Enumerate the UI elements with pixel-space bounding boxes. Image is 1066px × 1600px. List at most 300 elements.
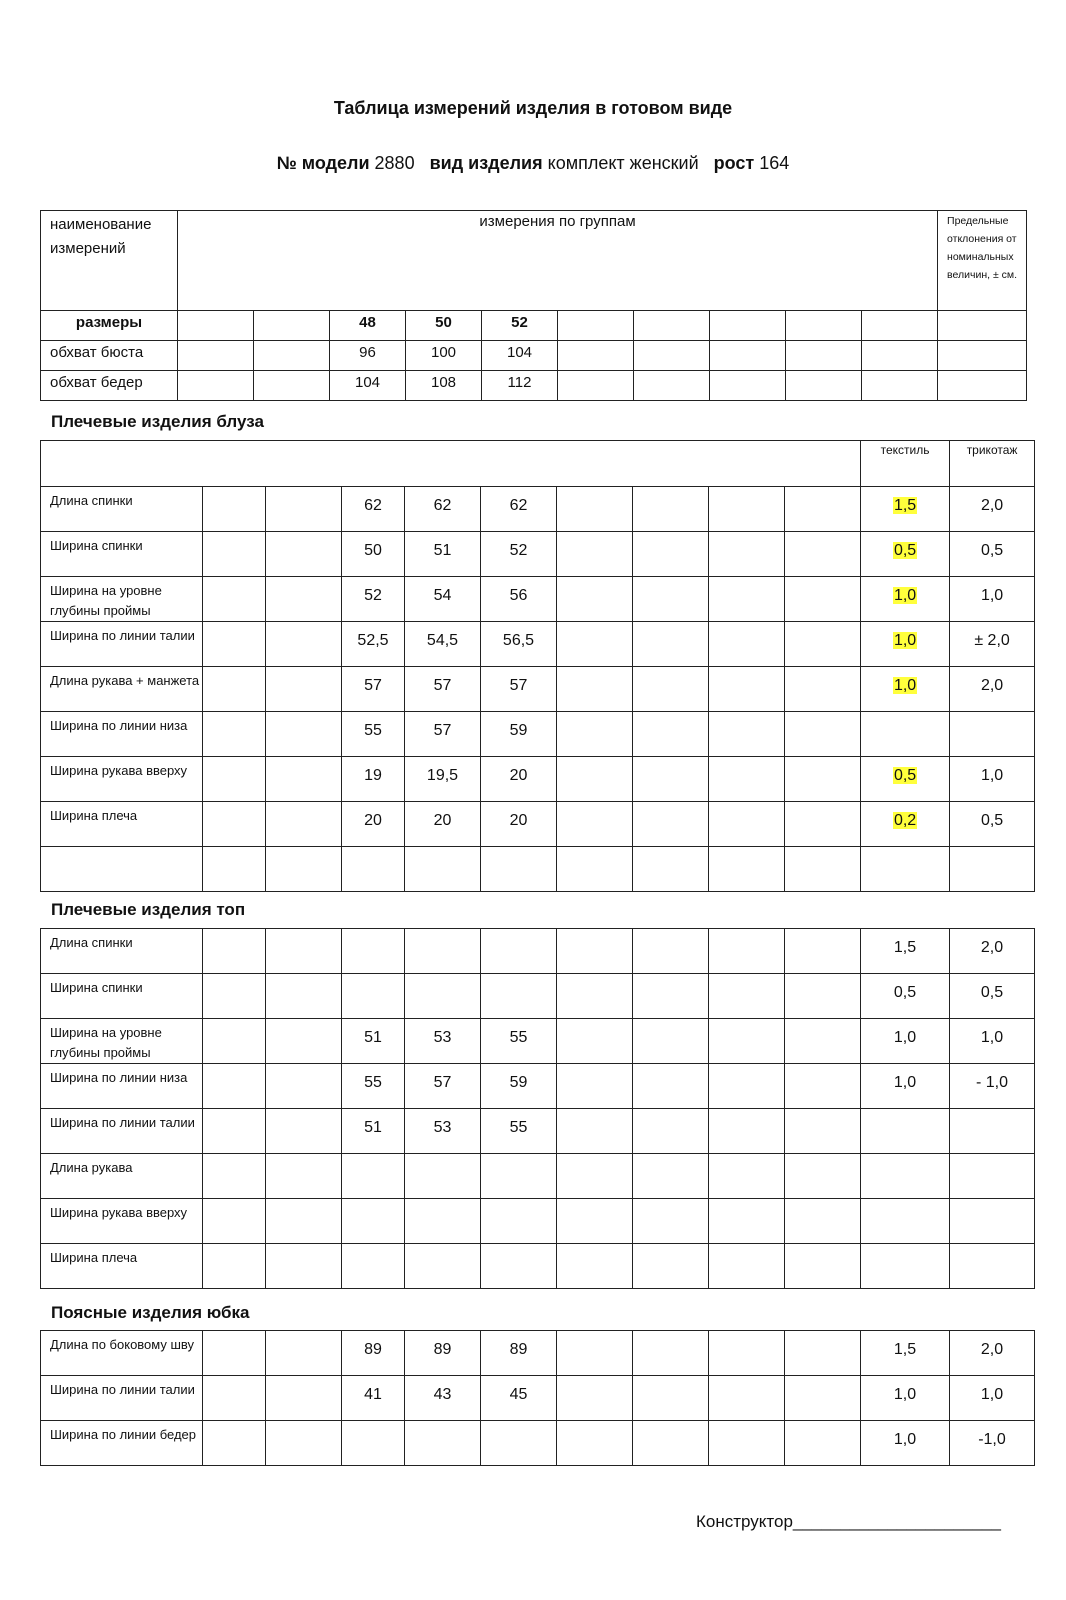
measurement-value: [785, 667, 861, 712]
knit-tolerance: 2,0: [950, 667, 1035, 712]
sizes-cell: [634, 311, 710, 341]
measurement-label: Ширина по линии низа: [41, 1064, 203, 1109]
measurement-value: [203, 487, 266, 532]
measurement-value: 50: [342, 532, 405, 577]
sizes-cell: 104: [482, 341, 558, 371]
measurement-value: 52,5: [342, 622, 405, 667]
measurement-value: [266, 1064, 342, 1109]
textile-tolerance: [861, 847, 950, 892]
measurement-value: [266, 1376, 342, 1421]
measurement-value: [709, 1244, 785, 1289]
measurement-value: [633, 712, 709, 757]
measurement-value: [266, 974, 342, 1019]
sizes-cell: [938, 311, 1027, 341]
measurement-value: [203, 712, 266, 757]
constructor-signature: Конструктор______________________: [696, 1512, 1001, 1531]
measurement-label: Длина спинки: [41, 487, 203, 532]
measurement-value: [405, 974, 481, 1019]
sizes-cell: [786, 311, 862, 341]
kind-value: комплект женский: [547, 153, 699, 173]
measurement-label: Длина рукава: [41, 1154, 203, 1199]
sizes-cell: [710, 341, 786, 371]
textile-tolerance-value: 0,5: [893, 542, 917, 559]
measurement-row: [41, 1244, 1035, 1289]
top-table: [40, 928, 1035, 1289]
measurement-row: [41, 1376, 1035, 1421]
measurement-value: [785, 1109, 861, 1154]
measurement-value: 20: [481, 802, 557, 847]
measurement-value: [405, 1421, 481, 1466]
measurement-value: 19,5: [405, 757, 481, 802]
measurement-value: [266, 802, 342, 847]
measurement-value: [709, 1376, 785, 1421]
textile-tolerance-value: 0,5: [893, 984, 917, 1001]
measurement-value: [557, 757, 633, 802]
sizes-table: [40, 210, 1027, 401]
measurement-value: 20: [405, 802, 481, 847]
sizes-cell: [786, 371, 862, 401]
textile-tolerance: [861, 487, 950, 532]
knit-tolerance: 0,5: [950, 802, 1035, 847]
header-name-cell: [41, 211, 178, 311]
measurement-row: [41, 1064, 1035, 1109]
sizes-cell: 100: [406, 341, 482, 371]
measurement-row: [41, 532, 1035, 577]
textile-tolerance: [861, 1064, 950, 1109]
textile-tolerance: [861, 1244, 950, 1289]
knit-tolerance: 2,0: [950, 487, 1035, 532]
measurement-value: [557, 1244, 633, 1289]
measurement-value: 19: [342, 757, 405, 802]
measurement-value: [203, 667, 266, 712]
measurement-value: 54,5: [405, 622, 481, 667]
measurement-value: [203, 622, 266, 667]
measurement-value: [203, 1376, 266, 1421]
measurement-value: [266, 577, 342, 622]
measurement-value: [266, 929, 342, 974]
measurement-label: Ширина по линии низа: [41, 712, 203, 757]
measurement-value: 51: [342, 1019, 405, 1064]
sizes-cell: [786, 341, 862, 371]
textile-tolerance: [861, 532, 950, 577]
measurement-value: [709, 847, 785, 892]
measurement-value: 52: [481, 532, 557, 577]
measurement-value: [709, 1064, 785, 1109]
measurement-value: [709, 487, 785, 532]
knit-tolerance: 0,5: [950, 974, 1035, 1019]
measurement-value: [633, 577, 709, 622]
measurement-value: 59: [481, 1064, 557, 1109]
sizes-row: [41, 311, 1027, 341]
textile-tolerance-value: 1,0: [893, 677, 917, 694]
textile-tolerance: [861, 757, 950, 802]
textile-tolerance-value: 1,0: [893, 1029, 917, 1046]
measurement-label: Ширина по линии талии: [41, 622, 203, 667]
header-tolerance-label: Предельные отклонения от номинальных величин, ± см.: [947, 215, 1018, 281]
measurement-row: [41, 802, 1035, 847]
knit-tolerance: 2,0: [950, 1331, 1035, 1376]
measurement-label: Длина рукава + манжета: [41, 667, 203, 712]
measurement-row: [41, 1019, 1035, 1064]
model-label: № модели: [276, 153, 370, 173]
textile-tolerance: [861, 929, 950, 974]
measurement-value: [709, 1019, 785, 1064]
sizes-cell: [938, 371, 1027, 401]
measurement-value: [709, 802, 785, 847]
section-title-blouse: Плечевые изделия блуза: [51, 412, 264, 431]
sizes-cell: [710, 371, 786, 401]
sizes-cell: [710, 311, 786, 341]
measurement-value: [633, 974, 709, 1019]
measurement-value: [633, 802, 709, 847]
sizes-cell: 104: [330, 371, 406, 401]
measurement-value: [557, 1376, 633, 1421]
blouse-table: [40, 440, 1035, 892]
measurement-row: [41, 1199, 1035, 1244]
measurement-value: [203, 1331, 266, 1376]
measurement-value: [709, 1154, 785, 1199]
measurement-value: [633, 1244, 709, 1289]
sizes-cell: [558, 311, 634, 341]
measurement-value: 89: [481, 1331, 557, 1376]
sizes-cell: [178, 311, 254, 341]
measurement-value: 62: [481, 487, 557, 532]
knit-header: [950, 441, 1035, 487]
sizes-cell: [634, 341, 710, 371]
textile-tolerance: [861, 667, 950, 712]
measurement-row: [41, 974, 1035, 1019]
measurement-value: [709, 667, 785, 712]
measurement-label: Ширина спинки: [41, 974, 203, 1019]
measurement-value: [557, 1064, 633, 1109]
textile-tolerance-value: 0,5: [893, 767, 917, 784]
knit-tolerance: 1,0: [950, 757, 1035, 802]
textile-tolerance-value: 1,5: [893, 939, 917, 956]
measurement-value: [266, 1199, 342, 1244]
measurement-row: [41, 712, 1035, 757]
measurement-value: [709, 974, 785, 1019]
measurement-value: [342, 1244, 405, 1289]
knit-tolerance: 1,0: [950, 1376, 1035, 1421]
measurement-value: [709, 757, 785, 802]
measurement-value: 55: [342, 1064, 405, 1109]
measurement-value: [266, 1331, 342, 1376]
measurement-label: Длина спинки: [41, 929, 203, 974]
measurement-label: Ширина рукава вверху: [41, 1199, 203, 1244]
textile-tolerance: [861, 974, 950, 1019]
sizes-row-label: обхват бюста: [41, 341, 178, 371]
measurement-label: Длина по боковому шву: [41, 1331, 203, 1376]
sizes-row: [41, 341, 1027, 371]
sizes-cell: 48: [330, 311, 406, 341]
measurement-value: [709, 929, 785, 974]
measurement-value: [557, 487, 633, 532]
knit-tolerance: 1,0: [950, 1019, 1035, 1064]
sizes-cell: [254, 341, 330, 371]
textile-tolerance: [861, 622, 950, 667]
measurement-value: [785, 1064, 861, 1109]
knit-tolerance: - 1,0: [950, 1064, 1035, 1109]
measurement-value: [557, 929, 633, 974]
sizes-cell: [558, 341, 634, 371]
textile-tolerance: [861, 577, 950, 622]
measurement-value: [633, 847, 709, 892]
measurement-label: Ширина на уровне глубины проймы: [41, 1019, 203, 1064]
measurement-value: [785, 1331, 861, 1376]
measurement-value: 57: [405, 712, 481, 757]
textile-tolerance-value: 1,0: [893, 1074, 917, 1091]
measurement-value: 53: [405, 1109, 481, 1154]
knit-tolerance: [950, 1199, 1035, 1244]
measurement-value: [785, 929, 861, 974]
measurement-value: [266, 1421, 342, 1466]
textile-tolerance: [861, 1421, 950, 1466]
measurement-value: 41: [342, 1376, 405, 1421]
blouse-header-blank: [41, 441, 861, 487]
measurement-value: [785, 1154, 861, 1199]
measurement-value: [785, 532, 861, 577]
knit-tolerance: -1,0: [950, 1421, 1035, 1466]
measurement-value: [557, 1019, 633, 1064]
measurement-value: [342, 974, 405, 1019]
measurement-value: [709, 577, 785, 622]
knit-tolerance: [950, 1109, 1035, 1154]
measurement-value: [557, 577, 633, 622]
measurement-value: [557, 667, 633, 712]
measurement-value: 57: [342, 667, 405, 712]
measurement-value: [266, 532, 342, 577]
textile-tolerance: [861, 802, 950, 847]
textile-tolerance: [861, 712, 950, 757]
measurement-value: [266, 1244, 342, 1289]
measurement-value: [633, 667, 709, 712]
measurement-value: [633, 1109, 709, 1154]
measurement-value: [785, 802, 861, 847]
measurement-value: [405, 1244, 481, 1289]
measurement-value: [785, 1199, 861, 1244]
measurement-value: [342, 1199, 405, 1244]
measurement-value: [633, 532, 709, 577]
textile-tolerance-value: 1,0: [893, 1386, 917, 1403]
measurement-value: [405, 1154, 481, 1199]
header-groups-label: измерения по группам: [479, 213, 636, 230]
measurement-value: [203, 1244, 266, 1289]
textile-tolerance-value: 1,5: [893, 497, 917, 514]
measurement-value: [633, 1199, 709, 1244]
measurement-value: [203, 1154, 266, 1199]
textile-tolerance-value: 1,0: [893, 587, 917, 604]
measurement-value: [481, 847, 557, 892]
measurement-row: [41, 1421, 1035, 1466]
measurement-value: [633, 1331, 709, 1376]
measurement-value: [633, 1019, 709, 1064]
measurement-value: [266, 712, 342, 757]
measurement-row: [41, 1331, 1035, 1376]
blouse-header-row: [41, 441, 1035, 487]
sizes-cell: 96: [330, 341, 406, 371]
measurement-value: [481, 974, 557, 1019]
kind-label: вид изделия: [429, 153, 543, 173]
measurement-value: [785, 1421, 861, 1466]
measurement-value: 59: [481, 712, 557, 757]
measurement-value: 20: [342, 802, 405, 847]
measurement-value: 89: [342, 1331, 405, 1376]
measurement-value: [785, 712, 861, 757]
measurement-value: [709, 1421, 785, 1466]
measurement-label: Ширина по линии бедер: [41, 1421, 203, 1466]
measurement-value: [557, 1154, 633, 1199]
measurement-label: [41, 847, 203, 892]
measurement-value: 52: [342, 577, 405, 622]
measurement-value: [709, 1331, 785, 1376]
measurement-value: [785, 974, 861, 1019]
measurement-row: [41, 847, 1035, 892]
knit-tolerance: 0,5: [950, 532, 1035, 577]
measurement-value: [785, 757, 861, 802]
measurement-value: 62: [342, 487, 405, 532]
measurement-value: [557, 1199, 633, 1244]
measurement-value: [481, 1244, 557, 1289]
measurement-row: [41, 487, 1035, 532]
sizes-cell: 50: [406, 311, 482, 341]
sizes-cell: 52: [482, 311, 558, 341]
height-value: 164: [759, 153, 790, 173]
measurement-label: Ширина по линии талии: [41, 1376, 203, 1421]
section-title-skirt: Поясные изделия юбка: [51, 1303, 250, 1322]
knit-tolerance: 1,0: [950, 577, 1035, 622]
sizes-cell: [178, 371, 254, 401]
measurement-value: [203, 1019, 266, 1064]
measurement-value: [266, 487, 342, 532]
measurement-value: 57: [405, 1064, 481, 1109]
measurement-row: [41, 757, 1035, 802]
measurement-value: 55: [481, 1109, 557, 1154]
measurement-value: [633, 757, 709, 802]
textile-tolerance-value: 0,2: [893, 812, 917, 829]
measurement-value: [266, 1109, 342, 1154]
measurement-value: 53: [405, 1019, 481, 1064]
measurement-value: [203, 929, 266, 974]
measurement-value: [266, 667, 342, 712]
height-label: рост: [713, 153, 755, 173]
measurement-value: [785, 1244, 861, 1289]
measurement-value: 55: [481, 1019, 557, 1064]
measurement-value: [785, 847, 861, 892]
measurement-row: [41, 1109, 1035, 1154]
measurement-value: [266, 1019, 342, 1064]
knit-header-label: трикотаж: [966, 443, 1018, 457]
textile-tolerance: [861, 1109, 950, 1154]
measurement-value: 62: [405, 487, 481, 532]
sizes-cell: [634, 371, 710, 401]
measurement-label: Ширина спинки: [41, 532, 203, 577]
measurement-value: [481, 929, 557, 974]
measurement-value: [203, 577, 266, 622]
sizes-row-label: размеры: [41, 311, 178, 341]
measurement-label: Ширина по линии талии: [41, 1109, 203, 1154]
measurement-value: [557, 1331, 633, 1376]
header-name-label: наименование измерений: [50, 216, 152, 257]
header-row: [41, 211, 1027, 311]
document-title: Таблица измерений изделия в готовом виде: [333, 98, 733, 118]
knit-tolerance: [950, 1154, 1035, 1199]
measurement-value: 54: [405, 577, 481, 622]
measurement-value: [203, 802, 266, 847]
measurement-value: 55: [342, 712, 405, 757]
measurement-value: [342, 847, 405, 892]
measurement-value: [557, 622, 633, 667]
measurement-value: [203, 1199, 266, 1244]
sizes-cell: [558, 371, 634, 401]
measurement-value: [481, 1154, 557, 1199]
measurement-value: 51: [405, 532, 481, 577]
header-groups-cell: [178, 211, 938, 311]
model-value: 2880: [374, 153, 415, 173]
sizes-cell: [254, 311, 330, 341]
knit-tolerance: ± 2,0: [950, 622, 1035, 667]
measurement-row: [41, 667, 1035, 712]
measurement-value: [557, 1421, 633, 1466]
measurement-value: [785, 487, 861, 532]
measurement-value: [266, 622, 342, 667]
measurement-value: [557, 847, 633, 892]
measurement-value: [203, 1109, 266, 1154]
measurement-value: [405, 1199, 481, 1244]
measurement-value: [633, 1376, 709, 1421]
measurement-value: [709, 712, 785, 757]
measurement-row: [41, 929, 1035, 974]
textile-tolerance: [861, 1199, 950, 1244]
measurement-value: 51: [342, 1109, 405, 1154]
measurement-value: [557, 532, 633, 577]
measurement-value: [785, 577, 861, 622]
measurement-value: [481, 1199, 557, 1244]
textile-tolerance: [861, 1019, 950, 1064]
sizes-cell: 112: [482, 371, 558, 401]
measurement-value: [203, 532, 266, 577]
measurement-value: [342, 1154, 405, 1199]
textile-tolerance-value: 1,0: [893, 1431, 917, 1448]
measurement-value: [266, 847, 342, 892]
measurement-value: 89: [405, 1331, 481, 1376]
sizes-row-label: обхват бедер: [41, 371, 178, 401]
measurement-value: [342, 1421, 405, 1466]
measurement-value: [481, 1421, 557, 1466]
measurement-value: [709, 1109, 785, 1154]
measurement-label: Ширина рукава вверху: [41, 757, 203, 802]
measurement-row: [41, 622, 1035, 667]
measurement-value: [633, 929, 709, 974]
measurement-value: 20: [481, 757, 557, 802]
measurement-value: [557, 1109, 633, 1154]
sizes-cell: [862, 341, 938, 371]
measurement-value: 43: [405, 1376, 481, 1421]
measurement-value: [557, 802, 633, 847]
measurement-value: [633, 1421, 709, 1466]
measurement-value: [785, 1019, 861, 1064]
sizes-cell: [862, 371, 938, 401]
measurement-value: [633, 1064, 709, 1109]
measurement-row: [41, 577, 1035, 622]
measurement-label: Ширина плеча: [41, 1244, 203, 1289]
sizes-cell: [254, 371, 330, 401]
header-tolerance-cell: [938, 211, 1027, 311]
textile-header-label: текстиль: [880, 443, 930, 457]
measurement-value: [266, 757, 342, 802]
measurement-value: [785, 1376, 861, 1421]
measurement-value: [557, 974, 633, 1019]
measurement-value: [557, 712, 633, 757]
